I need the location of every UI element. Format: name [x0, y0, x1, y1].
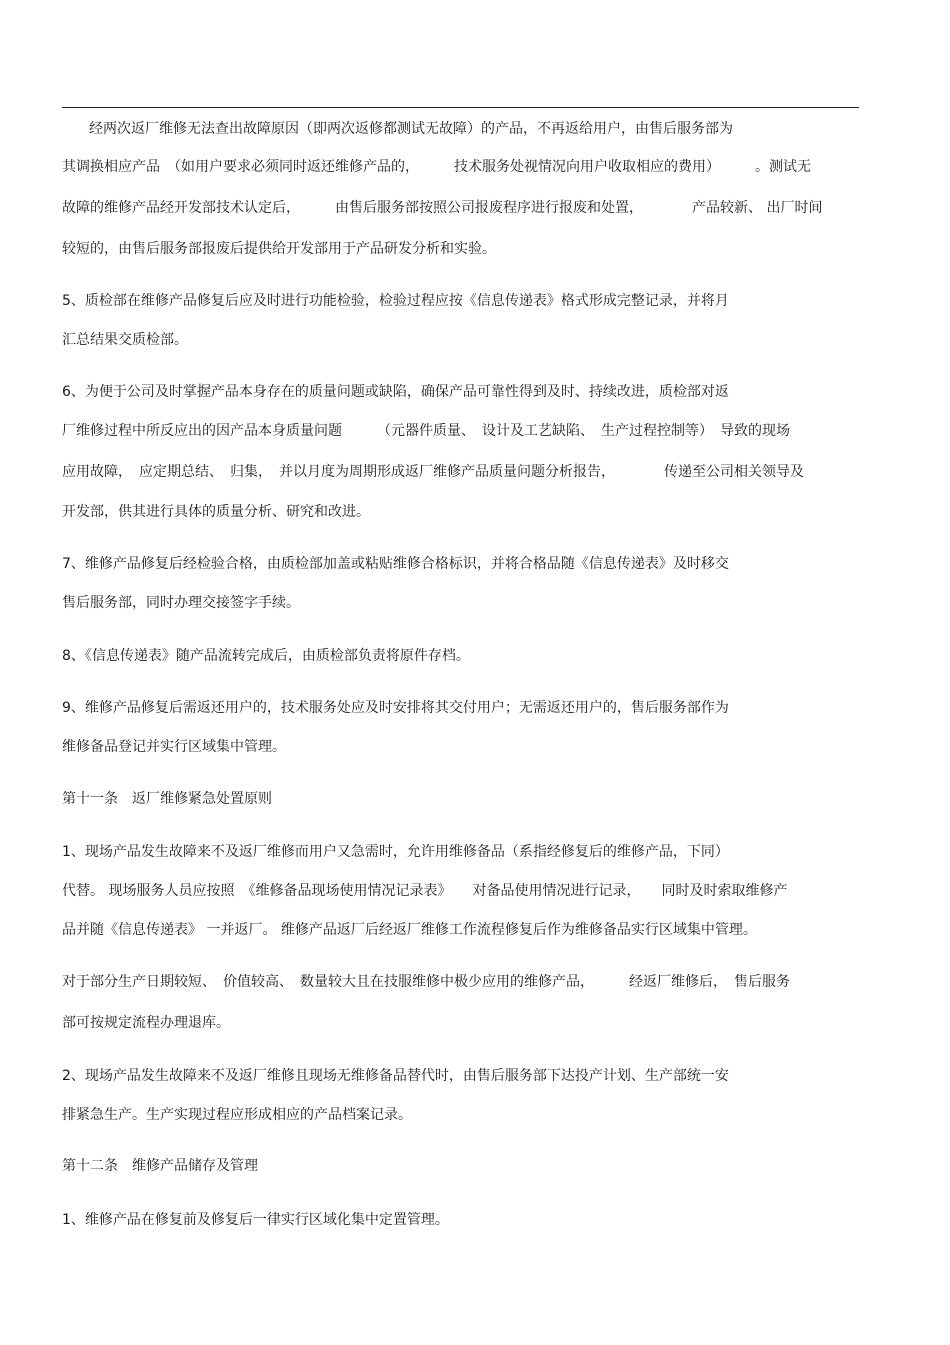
paragraph-line: 厂维修过程中所反应出的因产品本身质量问题 （元器件质量、 设计及工艺缺陷、 生产过程控制等） 导致的现场: [62, 423, 790, 439]
paragraph-line: 开发部，供其进行具体的质量分析、研究和改进。: [62, 504, 370, 520]
paragraph-line: 维修备品登记并实行区域集中管理。: [62, 739, 286, 755]
paragraph-line: 其调换相应产品 （如用户要求必须同时返还维修产品的， 技术服务处视情况向用户收取相应的费用） 。测试无: [62, 159, 811, 175]
section-heading: 第十一条 返厂维修紧急处置原则: [62, 791, 272, 807]
paragraph-line: 部可按规定流程办理退库。: [62, 1015, 230, 1031]
paragraph-line: 6、为便于公司及时掌握产品本身存在的质量问题或缺陷，确保产品可靠性得到及时、持续改进，质检部对返: [62, 384, 729, 400]
paragraph-line: 故障的维修产品经开发部技术认定后， 由售后服务部按照公司报废程序进行报废和处置， 产品较新、 出厂时间: [62, 200, 823, 216]
section-heading: 第十二条 维修产品储存及管理: [62, 1158, 258, 1174]
paragraph-line: 经两次返厂维修无法查出故障原因（即两次返修都测试无故障）的产品，不再返给用户，由售后服务部为: [89, 121, 733, 137]
paragraph-line: 9、维修产品修复后需返还用户的，技术服务处应及时安排将其交付用户；无需返还用户的，售后服务部作为: [62, 700, 729, 716]
paragraph-line: 排紧急生产。生产实现过程应形成相应的产品档案记录。: [62, 1107, 412, 1123]
paragraph-line: 对于部分生产日期较短、 价值较高、 数量较大且在技服维修中极少应用的维修产品， 经返厂维修后， 售后服务: [62, 974, 790, 990]
paragraph-line: 品并随《信息传递表》 一并返厂。 维修产品返厂后经返厂维修工作流程修复后作为维修备品实行区域集中管理。: [62, 922, 757, 938]
paragraph-line: 1、维修产品在修复前及修复后一律实行区域化集中定置管理。: [62, 1212, 449, 1228]
paragraph-line: 7、维修产品修复后经检验合格，由质检部加盖或粘贴维修合格标识，并将合格品随《信息传递表》及时移交: [62, 556, 729, 572]
paragraph-line: 较短的，由售后服务部报废后提供给开发部用于产品研发分析和实验。: [62, 241, 496, 257]
paragraph-line: 2、现场产品发生故障来不及返厂维修且现场无维修备品替代时，由售后服务部下达投产计划、生产部统一安: [62, 1068, 729, 1084]
paragraph-line: 售后服务部，同时办理交接签字手续。: [62, 595, 300, 611]
paragraph-line: 1、现场产品发生故障来不及返厂维修而用户又急需时，允许用维修备品（系指经修复后的维修产品，下同）: [62, 844, 729, 860]
paragraph-line: 代替。 现场服务人员应按照 《维修备品现场使用情况记录表》 对备品使用情况进行记录， 同时及时索取维修产: [62, 883, 788, 899]
paragraph-line: 应用故障， 应定期总结、 归集， 并以月度为周期形成返厂维修产品质量问题分析报告， 传递至公司相关领导及: [62, 464, 804, 480]
paragraph-line: 汇总结果交质检部。: [62, 332, 188, 348]
header-rule: [62, 107, 859, 108]
paragraph-line: 8、《信息传递表》随产品流转完成后，由质检部负责将原件存档。: [62, 648, 470, 664]
paragraph-line: 5、质检部在维修产品修复后应及时进行功能检验，检验过程应按《信息传递表》格式形成完整记录，并将月: [62, 293, 729, 309]
